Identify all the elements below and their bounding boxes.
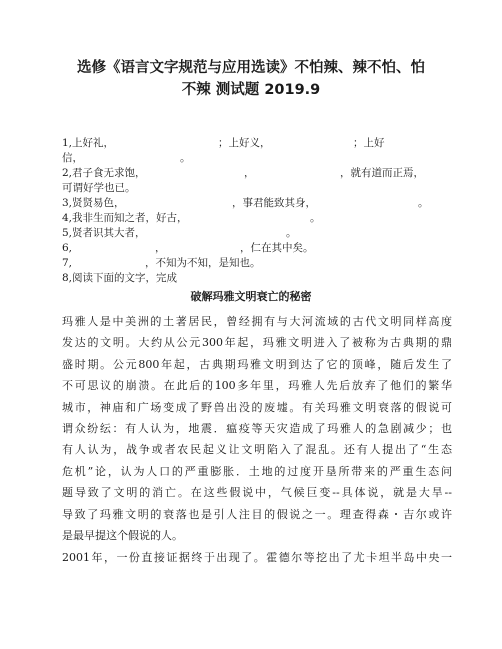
question-6-number: 6, — [62, 242, 73, 254]
paragraph-1-line: 是最早提这个假说的人。 — [62, 528, 183, 542]
question-4-part-1: 4,我非生而知之者，好古， — [62, 212, 188, 224]
paragraph-1-line: 盛时期。公元800年起，古典期玛雅文明到达了它的顶峰，随后发生了 — [62, 357, 452, 371]
question-5-end: 。 — [286, 227, 297, 239]
paragraph-1-line: 城市，神庙和广场变成了野兽出没的废墟。有关玛雅文明衰落的假说可 — [62, 400, 452, 414]
article-paragraph-1 — [62, 311, 452, 546]
paragraph-1-line: 导致了玛雅文明的衰落也是引人注目的假说之一。理查得森・吉尔或许 — [62, 507, 452, 521]
question-3-part-1: 3,贤贤易色， — [62, 197, 125, 209]
document-title-line-1: 选修《语言文字规范与应用选读》不怕辣、辣不怕、怕 — [77, 60, 425, 76]
question-7-part-2: ，不知为不知，是知也。 — [145, 257, 261, 269]
question-1-part-2: ；上好义， — [218, 137, 271, 149]
question-2-continuation: 可谓好学也已。 — [62, 182, 136, 194]
question-1-end: 。 — [180, 152, 191, 164]
question-1-continuation: 信， — [62, 152, 83, 164]
question-7-number: 7, — [62, 257, 73, 269]
paragraph-2-line: 2001年，一份直接证据终于出现了。霍德尔等挖出了尤卡坦半岛中央一 — [62, 551, 452, 564]
question-3-end: 。 — [418, 197, 429, 209]
question-4-end: 。 — [310, 212, 321, 224]
paragraph-1-line: 玛雅人是中美洲的土著居民，曾经拥有与大河流域的古代文明同样高度 — [62, 315, 452, 328]
document-title-line-2: 不辣 测试题 2019.9 — [181, 82, 321, 98]
question-6-part-2: ， — [155, 242, 166, 254]
paragraph-1-line: 发达的文明。大约从公元300年起，玛雅文明进入了被称为古典期的鼎 — [62, 336, 452, 350]
question-8-prompt: 8,阅读下面的文字，完成 — [62, 272, 178, 284]
paragraph-1-line: 危机”论，认为人口的严重膨胀．土地的过度开垦所带来的严重生态问 — [62, 464, 452, 478]
article-title: 破解玛雅文明衰亡的秘密 — [190, 290, 312, 303]
question-1-part-1: 1,上好礼， — [62, 137, 115, 149]
question-1-part-3: ；上好 — [353, 137, 385, 149]
article-paragraph-2 — [62, 547, 452, 568]
question-3-part-2: ，事君能致其身， — [232, 197, 316, 209]
question-2-part-2: ， — [244, 167, 255, 179]
paragraph-1-line: 有人认为，战争或者农民起义让文明陷入了混乱。还有人提出了“生态 — [62, 443, 452, 457]
question-2-part-3: ，就有道而正焉， — [340, 167, 424, 179]
question-2-part-1: 2,君子食无求饱， — [62, 167, 146, 179]
paragraph-1-line: 题导致了文明的消亡。在这些假说中，气候巨变--具体说，就是大旱-- — [62, 486, 452, 500]
paragraph-1-line: 谓众纷纭：有人认为，地震．瘟疫等天灾造成了玛雅人的急剧减少；也 — [62, 421, 452, 435]
question-6-part-3: ，仁在其中矣。 — [240, 242, 314, 254]
question-5-part-1: 5,贤者识其大者， — [62, 227, 146, 239]
paragraph-1-line: 不可思议的崩溃。在此后的100多年里，玛雅人先后放弃了他们的繁华 — [62, 379, 452, 393]
